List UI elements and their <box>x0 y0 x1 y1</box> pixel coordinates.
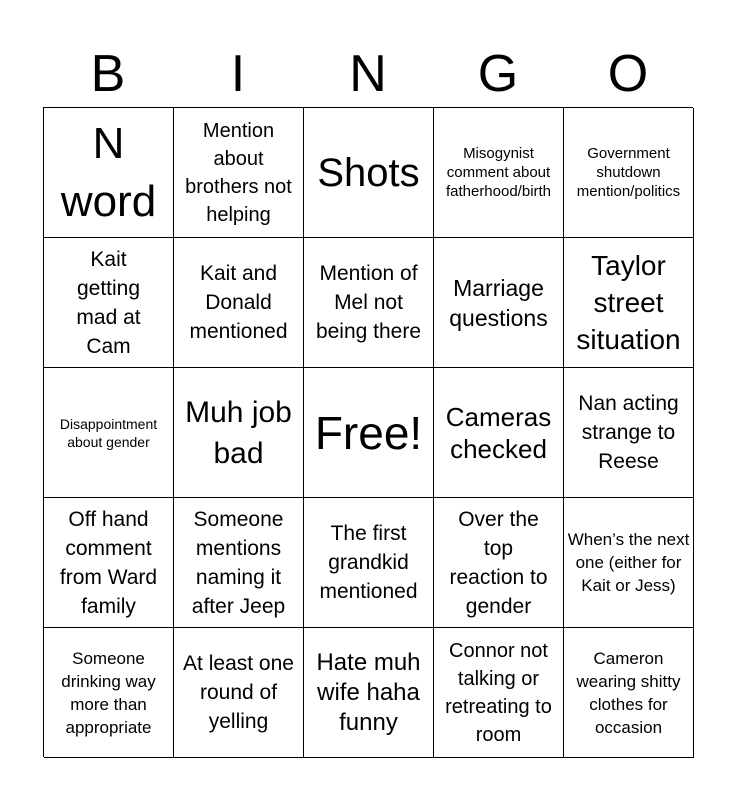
bingo-cell[interactable] <box>44 628 174 758</box>
bingo-cell[interactable] <box>174 368 304 498</box>
cell-text: Kait getting mad at Cam <box>76 247 141 358</box>
header-letter-o: O <box>607 45 649 103</box>
cell-text: Someone mentions naming it after Jeep <box>191 507 286 618</box>
cell-text: Cameron wearing shitty clothes for occasion <box>576 648 681 737</box>
header-letter-i: I <box>230 45 246 103</box>
bingo-cell[interactable] <box>304 108 434 238</box>
bingo-cell[interactable] <box>174 498 304 628</box>
bingo-cell[interactable] <box>564 238 694 368</box>
cell-text: When’s the next one (either for Kait or Jess) <box>567 530 690 595</box>
free-space[interactable] <box>304 368 434 498</box>
cell-text: Cameras checked <box>445 401 552 464</box>
bingo-cell[interactable] <box>434 628 564 758</box>
bingo-cell[interactable] <box>44 368 174 498</box>
cell-text: Someone drinking way more than appropriate <box>61 648 156 737</box>
bingo-card <box>43 107 693 757</box>
cell-text: Free! <box>314 406 423 459</box>
bingo-cell[interactable] <box>304 238 434 368</box>
cell-text: Shots <box>317 150 420 195</box>
cell-text: Off hand comment from Ward family <box>59 507 158 618</box>
cell-text: Mention about brothers not helping <box>185 119 292 226</box>
bingo-cell[interactable] <box>564 108 694 238</box>
bingo-cell[interactable] <box>434 498 564 628</box>
cell-text: Kait and Donald mentioned <box>189 262 288 343</box>
cell-text: Over the top reaction to gender <box>449 507 548 618</box>
cell-text: Misogynist comment about fatherhood/birth <box>445 145 552 200</box>
cell-text: Taylor street situation <box>576 250 681 355</box>
bingo-cell[interactable] <box>44 238 174 368</box>
cell-text: The first grandkid mentioned <box>319 522 418 603</box>
bingo-cell[interactable] <box>44 108 174 238</box>
bingo-cell[interactable] <box>174 238 304 368</box>
bingo-cell[interactable] <box>434 108 564 238</box>
bingo-cell[interactable] <box>434 238 564 368</box>
cell-text: Government shutdown mention/politics <box>576 145 681 200</box>
bingo-cell[interactable] <box>304 498 434 628</box>
bingo-cell[interactable] <box>44 498 174 628</box>
cell-text: Hate muh wife haha funny <box>316 648 421 736</box>
cell-text: Marriage questions <box>449 274 548 331</box>
bingo-cell[interactable] <box>564 368 694 498</box>
cell-text: Mention of Mel not being there <box>315 262 422 343</box>
cell-text: Muh job bad <box>185 395 292 470</box>
bingo-cell[interactable] <box>304 628 434 758</box>
cell-text: At least one round of yelling <box>183 652 294 733</box>
header-letter-n: N <box>349 45 387 103</box>
cell-text: Connor not talking or retreating to room <box>445 639 552 746</box>
cell-text: Disappointment about gender <box>59 415 158 450</box>
cell-text: Nan acting strange to Reese <box>578 392 679 473</box>
cell-text: N word <box>60 118 157 226</box>
bingo-header <box>43 40 693 108</box>
bingo-cell[interactable] <box>564 628 694 758</box>
header-letter-g: G <box>477 45 519 103</box>
header-letter-b: B <box>90 45 126 103</box>
bingo-cell[interactable] <box>564 498 694 628</box>
bingo-cell[interactable] <box>174 628 304 758</box>
bingo-cell[interactable] <box>174 108 304 238</box>
bingo-cell[interactable] <box>434 368 564 498</box>
